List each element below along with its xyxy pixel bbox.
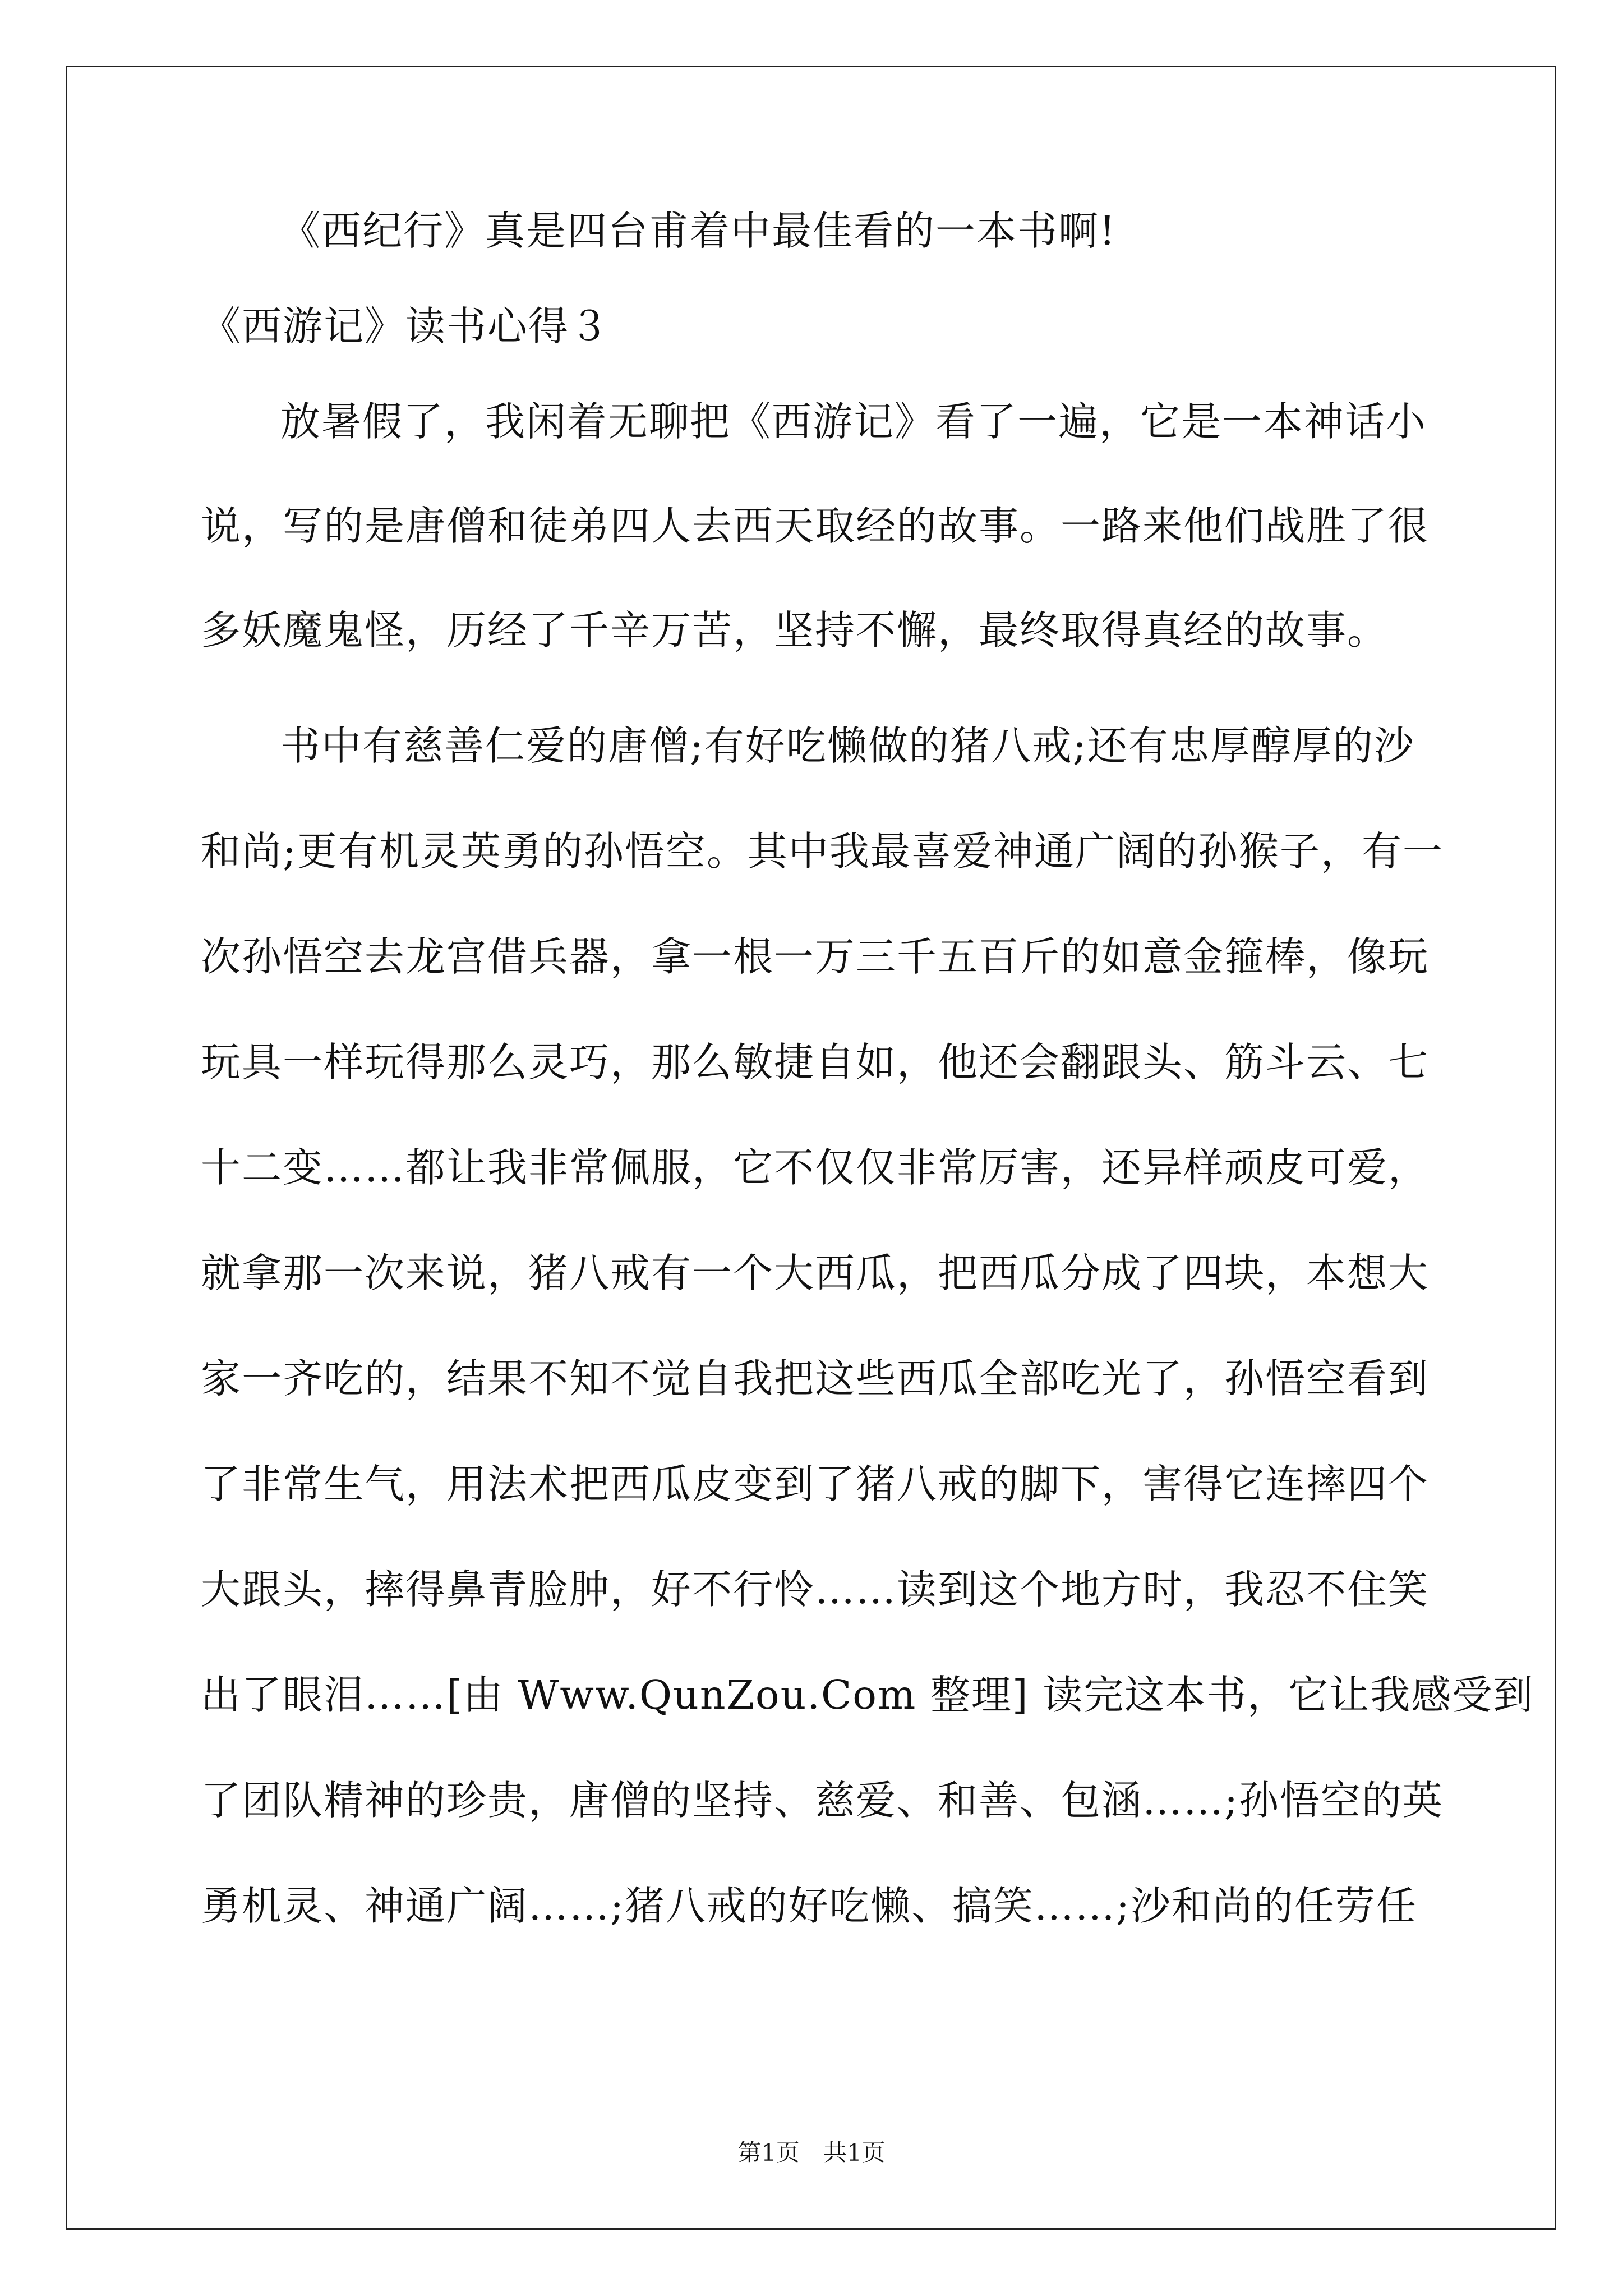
text-line: 家一齐吃的，结果不知不觉自我把这些西瓜全部吃光了，孙悟空看到 (201, 1355, 1430, 1402)
text-line: 《西纪行》真是四台甫着中最佳看的一本书啊! (280, 208, 1117, 254)
text-line: 书中有慈善仁爱的唐僧;有好吃懒做的猪八戒;还有忠厚醇厚的沙 (280, 723, 1415, 769)
text-line: 了非常生气，用法术把西瓜皮变到了猪八戒的脚下，害得它连摔四个 (201, 1461, 1430, 1507)
section-heading: 《西游记》读书心得３ (201, 303, 611, 349)
text-line: 玩具一样玩得那么灵巧，那么敏捷自如，他还会翻跟头、筋斗云、七 (201, 1039, 1430, 1085)
text-line: 就拿那一次来说，猪八戒有一个大西瓜，把西瓜分成了四块，本想大 (201, 1250, 1430, 1296)
text-line: 十二变……都让我非常佩服，它不仅仅非常厉害，还异样顽皮可爱， (201, 1144, 1430, 1191)
text-line: 大跟头，摔得鼻青脸肿，好不行怜……读到这个地方时，我忍不住笑 (201, 1566, 1430, 1613)
text-line: 和尚;更有机灵英勇的孙悟空。其中我最喜爱神通广阔的孙猴子，有一 (201, 828, 1444, 875)
text-line: 次孙悟空去龙宫借兵器，拿一根一万三千五百斤的如意金箍棒，像玩 (201, 933, 1430, 980)
text-line: 多妖魔鬼怪，历经了千辛万苦，坚持不懈，最终取得真经的故事。 (201, 607, 1389, 654)
text-line: 了团队精神的珍贵，唐僧的坚持、慈爱、和善、包涵……;孙悟空的英 (201, 1777, 1444, 1824)
text-line: 出了眼泪……[由 Www.QunZou.Com 整理] 读完这本书，它让我感受到 (201, 1672, 1534, 1718)
text-line: 勇机灵、神通广阔……;猪八戒的好吃懒、搞笑……;沙和尚的任劳任 (201, 1883, 1417, 1929)
page-footer: 第1页 共1页 (737, 2139, 886, 2166)
text-line: 说，写的是唐僧和徒弟四人去西天取经的故事。一路来他们战胜了很 (201, 503, 1430, 549)
text-line: 放暑假了，我闲着无聊把《西游记》看了一遍，它是一本神话小 (280, 398, 1427, 445)
